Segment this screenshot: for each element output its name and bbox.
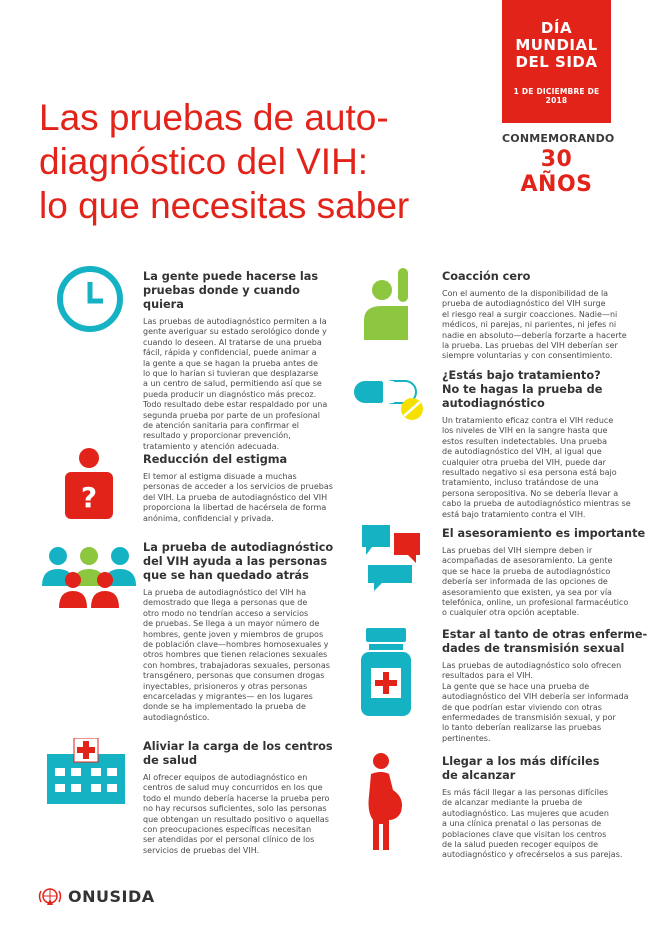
section-title-line: del VIH ayuda a las personas xyxy=(143,555,328,568)
badge-date: 1 DE DICIEMBRE DE 2018 xyxy=(513,87,600,105)
body-line: hombres, gente joven y miembros de grupos xyxy=(143,629,324,639)
section-body xyxy=(442,788,652,861)
section-body xyxy=(442,546,652,619)
section-stigma xyxy=(143,453,343,524)
body-line: la prueba. Las pruebas del VIH deberían ser xyxy=(442,341,618,351)
body-line: Las pruebas del VIH siempre deben ir xyxy=(442,546,593,555)
pregnant-woman-icon xyxy=(363,752,407,852)
section-left-behind xyxy=(143,541,343,723)
body-line: otro modo no tendrían acceso a servicios xyxy=(143,608,309,618)
body-line: centros de salud muy concurridos en los que xyxy=(143,783,323,793)
body-line: prueba de autodiagnóstico del VIH surge xyxy=(442,299,606,309)
section-title xyxy=(143,740,343,768)
body-line: Las pruebas de autodiagnóstico solo ofrecen xyxy=(442,661,622,670)
body-line: encarceladas y migrantes— en los lugares xyxy=(143,692,313,702)
body-line: proporciona la libertad de hacérsela de forma xyxy=(143,503,327,513)
body-line: cuando lo deseen. Al tratarse de una prueba xyxy=(143,337,322,347)
body-line: a una clínica prenatal o las personas de xyxy=(442,819,602,829)
body-line: la gente a que se hagan la prueba antes de xyxy=(143,358,318,368)
body-line: Un tratamiento eficaz contra el VIH reduce xyxy=(442,416,614,425)
section-title xyxy=(143,541,343,583)
body-line: anónima, confidencial y privada. xyxy=(143,513,274,523)
body-line: Con el aumento de la disponibilidad de la xyxy=(442,289,609,298)
body-line: enfermedades de transmisión sexual, y por xyxy=(442,713,616,723)
medicine-bottle-icon xyxy=(361,628,411,716)
body-line: con hombres, trabajadoras sexuales, personas xyxy=(143,660,330,670)
body-line: Todo resultado debe estar respaldado por una xyxy=(143,400,328,410)
badge-line-3: DEL SIDA xyxy=(515,53,598,71)
badge-line-2: MUNDIAL xyxy=(515,36,598,54)
body-line: cabo la prueba de autodiagnóstico mientras se xyxy=(442,499,631,509)
section-body xyxy=(143,773,343,856)
section-burden xyxy=(143,740,343,856)
section-body xyxy=(442,289,642,362)
section-title-line: La gente puede hacerse las xyxy=(143,270,319,283)
body-line: gente averiguar su estado serológico donde y xyxy=(143,327,327,337)
body-line: de población clave—hombres homosexuales y xyxy=(143,640,329,650)
body-line: Es más fácil llegar a las personas difíciles xyxy=(442,788,609,797)
section-title-line: dades de transmisión sexual xyxy=(442,642,625,655)
section-anywhere xyxy=(143,270,343,452)
body-line: resultado y proporcionar prevención, xyxy=(143,431,291,441)
section-treatment xyxy=(442,369,652,520)
section-title xyxy=(442,270,642,284)
section-body xyxy=(442,661,652,744)
body-line: tratamiento, incluso tratándose de una xyxy=(442,478,599,488)
body-line: tratamiento y atención adecuada. xyxy=(143,441,280,451)
title-line: diagnóstico del VIH: xyxy=(39,141,369,182)
people-group-icon xyxy=(41,546,137,612)
body-line: autodiagnóstico. Las mujeres que acuden xyxy=(442,808,609,818)
hospital-icon xyxy=(47,738,125,804)
section-title-line: de alcanzar xyxy=(442,769,516,782)
section-hardest-to-reach xyxy=(442,755,652,861)
body-line: personas de acceder a los servicios de pruebas xyxy=(143,482,333,492)
section-body xyxy=(143,588,343,723)
body-line: asesoramiento que existen, ya sea por vía xyxy=(442,587,612,597)
page-title xyxy=(39,96,479,228)
body-line: lo tanto deberían realizarse las pruebas xyxy=(442,723,602,733)
title-line: lo que necesitas saber xyxy=(39,185,410,226)
speech-bubbles-icon xyxy=(362,525,422,591)
body-line: nadie en absoluto—debería forzarte a hacerte xyxy=(442,330,627,340)
body-line: de alcanzar mediante la prueba de xyxy=(442,798,583,808)
body-line: a un centro de salud, permitiendo así que se xyxy=(143,379,322,389)
body-line: demostrado que llega a personas que de xyxy=(143,598,308,608)
world-aids-day-badge xyxy=(502,0,611,123)
body-line: siempre voluntarias y con consentimiento. xyxy=(442,351,613,361)
section-counselling xyxy=(442,527,652,619)
section-title-line: ¿Estás bajo tratamiento? xyxy=(442,369,601,382)
body-line: resultados para el VIH. xyxy=(442,671,533,681)
body-line: del VIH. La prueba de autodiagnóstico del VIH xyxy=(143,492,328,502)
body-line: El temor al estigma disuade a muchas xyxy=(143,472,297,481)
section-title xyxy=(442,628,652,656)
body-line: está bajo tratamiento contra el VIH. xyxy=(442,509,586,519)
body-line: Al ofrecer equipos de autodiagnóstico en xyxy=(143,773,308,782)
section-body xyxy=(442,416,652,520)
section-coercion xyxy=(442,270,642,362)
section-body xyxy=(143,472,343,524)
section-title-line: Reducción del estigma xyxy=(143,453,288,466)
section-title-line: El asesoramiento es importante xyxy=(442,527,646,540)
commemorating-block xyxy=(502,132,615,197)
body-line: que obtengan un resultado positivo o aquellas xyxy=(143,814,329,824)
title-line: Las pruebas de auto- xyxy=(39,97,389,138)
section-sti xyxy=(442,628,652,744)
body-line: acompañadas de asesoramiento. La gente xyxy=(442,556,613,566)
section-title-line: Estar al tanto de otras enfermе- xyxy=(442,628,648,641)
body-line: autodiagnóstico y ofrecérselos a sus parejas. xyxy=(442,850,623,860)
onusida-logo xyxy=(38,885,155,907)
body-line: estos resulten indetectables. Una prueba xyxy=(442,436,607,446)
section-title-line: Aliviar la carga de los centros xyxy=(143,740,333,753)
body-line: de atención sanitaria para confirmar el xyxy=(143,421,299,431)
section-title-line: que se han quedado atrás xyxy=(143,569,309,582)
body-line: inyectables, prisioneros y otras personas xyxy=(143,681,308,691)
commemorating-label: CONMEMORANDO xyxy=(502,132,615,145)
body-line: cualquier otra prueba del VIH, puede dar xyxy=(442,457,606,467)
body-line: pueda producir un diagnóstico más precoz. xyxy=(143,389,317,399)
body-line: La gente que se hace una prueba de xyxy=(442,681,590,691)
raised-hand-person-icon xyxy=(362,268,416,340)
body-line: resultado negativo si esa persona está bajo xyxy=(442,468,617,478)
section-title-line: de salud xyxy=(143,754,198,767)
body-line: Las pruebas de autodiagnóstico permiten a la xyxy=(143,317,327,326)
section-title-line: No te hagas la prueba de xyxy=(442,383,603,396)
section-title xyxy=(442,527,652,541)
body-line: de autodiagnóstico del VIH, al igual que xyxy=(442,447,602,457)
body-line: o cualquier otra opción aceptable. xyxy=(442,608,580,618)
body-line: autodiagnóstico del VIH debería ser informada xyxy=(442,692,629,702)
section-title xyxy=(143,453,343,467)
section-title-line: La prueba de autodiagnóstico xyxy=(143,541,334,554)
svg-text:?: ? xyxy=(80,481,98,514)
years-label: 30 AÑOS xyxy=(520,147,593,197)
body-line: pertinentes. xyxy=(442,733,491,743)
section-title-line: pruebas donde y cuando quiera xyxy=(143,284,300,311)
body-line: fácil, rápida y confidencial, puede animar a xyxy=(143,348,317,358)
body-line: ser atendidas por el personal clínico de los xyxy=(143,835,315,845)
body-line: telefónica, online, un profesional farmacéutico xyxy=(442,598,629,608)
section-title xyxy=(143,270,343,312)
body-line: debería ser informada de las opciones de xyxy=(442,577,608,587)
clock-icon xyxy=(56,265,124,333)
body-line: no hay recursos suficientes, solo las personas xyxy=(143,804,327,814)
body-line: de pruebas. Se llega a un mayor número de xyxy=(143,619,320,629)
body-line: persona seropositiva. No se debería llevar a xyxy=(442,488,619,498)
body-line: donde se ha implementado la prueba de xyxy=(143,702,306,712)
body-line: todo el mundo debería hacerse la prueba pero xyxy=(143,793,330,803)
body-line: lo que lo harían si tuvieran que desplazarse xyxy=(143,369,319,379)
badge-line-1: DÍA xyxy=(540,19,573,37)
section-title-line: Llegar a los más difíciles xyxy=(442,755,600,768)
section-title-line: autodiagnóstico xyxy=(442,397,545,410)
section-title xyxy=(442,369,652,411)
section-title xyxy=(442,755,652,783)
body-line: con preocupaciones específicas necesitan xyxy=(143,825,312,835)
section-title-line: Coacción cero xyxy=(442,270,531,283)
logo-wordmark: ONUSIDA xyxy=(68,886,155,906)
body-line: otros hombres que tienen relaciones sexuales xyxy=(143,650,328,660)
body-line: que se hace la prueba de autodiagnóstico xyxy=(442,566,611,576)
body-line: La prueba de autodiagnóstico del VIH ha xyxy=(143,588,307,597)
body-line: de que podrían estar viviendo con otras xyxy=(442,702,602,712)
body-line: poblaciones clave que visitan los centros xyxy=(442,829,607,839)
body-line: servicios de pruebas del VIH. xyxy=(143,845,260,855)
un-emblem-icon xyxy=(38,885,62,907)
body-line: transgénero, personas que consumen drogas xyxy=(143,671,325,681)
body-line: médicos, ni parejas, ni parientes, ni jefes ni xyxy=(442,320,617,330)
pill-icon xyxy=(352,378,432,422)
body-line: autodiagnóstico. xyxy=(143,712,210,722)
body-line: los niveles de VIH en la sangre hasta que xyxy=(442,426,608,436)
body-line: de la salud pueden recoger equipos de xyxy=(442,840,599,850)
question-person-icon xyxy=(65,447,113,519)
section-body xyxy=(143,317,343,452)
body-line: segunda prueba por parte de un profesional xyxy=(143,410,320,420)
body-line: el riesgo real a surgir coacciones. Nadie—ni xyxy=(442,309,618,319)
